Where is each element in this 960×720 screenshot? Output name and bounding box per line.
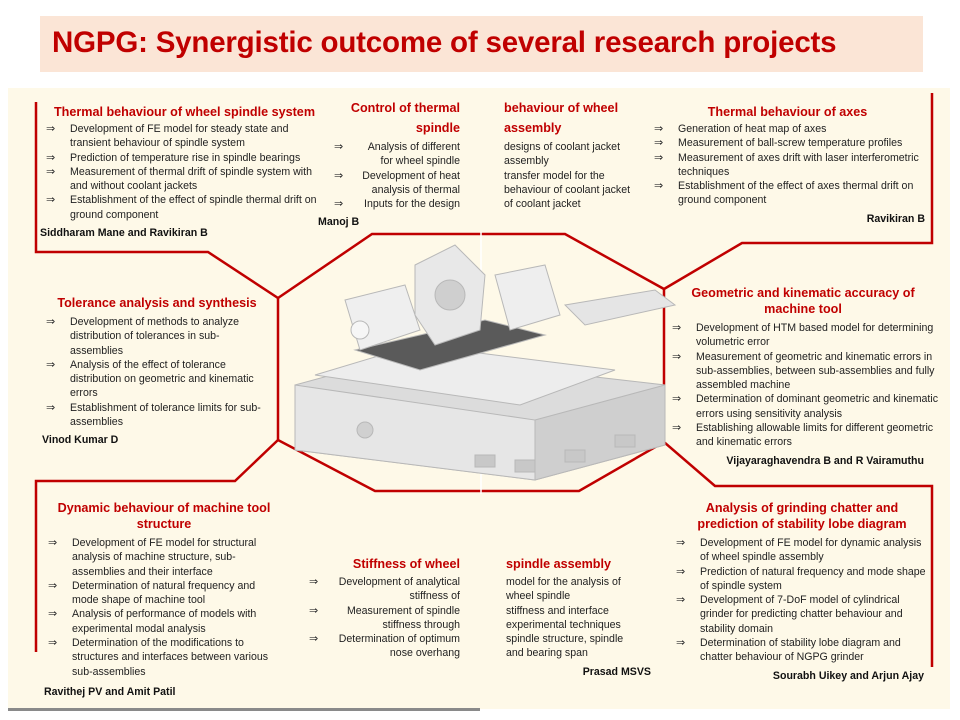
- double-arrow-icon: ⇒: [46, 194, 56, 207]
- double-arrow-icon: ⇒: [676, 594, 686, 607]
- block-thermal-spindle: [42, 104, 327, 240]
- block-tolerance: [42, 295, 272, 448]
- bullet-list: [672, 536, 932, 665]
- bullet-list: [330, 140, 460, 211]
- double-arrow-icon: ⇒: [334, 169, 344, 182]
- bullet-list: [668, 321, 938, 450]
- block-geometric: [668, 285, 938, 468]
- block-heading: Thermal behaviour of axes: [707, 105, 868, 119]
- double-arrow-icon: ⇒: [654, 137, 664, 150]
- slide-title: NGPG: Synergistic outcome of several research projects: [52, 26, 837, 59]
- list-item: ⇒ Measurement of thermal drift of spindle system with and without coolant jackets: [46, 165, 312, 193]
- list-item: ⇒ Development of analytical stiffness of: [309, 576, 460, 603]
- list-item: ⇒ Prediction of temperature rise in spindle bearings: [46, 151, 301, 164]
- block-wheel-assembly: [504, 98, 644, 211]
- list-item: ⇒ Generation of heat map of axes: [654, 123, 827, 135]
- text-line: stiffness and interface: [506, 604, 609, 617]
- list-item: ⇒ Establishment of tolerance limits for sub-assemblies: [46, 401, 261, 429]
- block-heading: Geometric and kinematic accuracy of machine tool: [691, 286, 915, 316]
- block-thermal-axes: [650, 104, 925, 226]
- grinding-machine-illustration: [285, 235, 680, 485]
- text-line: wheel spindle: [506, 590, 571, 603]
- bullet-list: [305, 575, 460, 661]
- block-control-thermal: [318, 98, 460, 230]
- text-line: spindle structure, spindle: [506, 633, 624, 646]
- list-item: ⇒ Determination of the modifications to structures and interfaces between various sub-assemblies: [48, 637, 269, 678]
- double-arrow-icon: ⇒: [46, 165, 56, 178]
- text-line: behaviour of coolant jacket: [504, 183, 631, 196]
- author: Ravikiran B: [866, 212, 925, 225]
- block-heading: spindle assembly: [506, 557, 611, 571]
- list-item: ⇒ Analysis of performance of models with experimental modal analysis: [48, 608, 257, 635]
- list-item: ⇒ Development of FE model for steady state and transient behaviour of spindle system: [46, 123, 289, 150]
- double-arrow-icon: ⇒: [672, 350, 682, 363]
- double-arrow-icon: ⇒: [46, 123, 56, 135]
- block-heading: Analysis of grinding chatter and prediction of stability lobe diagram: [697, 501, 907, 531]
- text-line: assembly: [504, 155, 549, 168]
- list-item: ⇒ Establishment of the effect of axes thermal drift on ground component: [654, 180, 914, 207]
- list-item: ⇒ Measurement of geometric and kinematic errors in sub-assemblies, between sub-assemblies and fully assembled machine: [672, 350, 935, 392]
- author: Vinod Kumar D: [42, 434, 119, 447]
- double-arrow-icon: ⇒: [48, 608, 58, 621]
- double-arrow-icon: ⇒: [654, 123, 664, 135]
- list-item: ⇒ Development of heat analysis of thermal: [334, 169, 460, 196]
- double-arrow-icon: ⇒: [309, 633, 319, 646]
- bullet-list: [42, 315, 272, 429]
- double-arrow-icon: ⇒: [676, 637, 686, 650]
- block-heading: Dynamic behaviour of machine tool structure: [57, 501, 271, 531]
- author: Ravithej PV and Amit Patil: [44, 685, 176, 698]
- author: Sourabh Uikey and Arjun Ajay: [772, 669, 924, 682]
- author: Manoj B: [318, 216, 360, 229]
- block-chatter: [672, 500, 932, 683]
- block-stiffness: [305, 556, 460, 661]
- double-arrow-icon: ⇒: [48, 537, 58, 549]
- double-arrow-icon: ⇒: [676, 565, 686, 578]
- double-arrow-icon: ⇒: [654, 151, 664, 164]
- text-line: experimental techniques: [506, 618, 621, 631]
- list-item: ⇒ Development of methods to analyze distribution of tolerances in sub-assemblies: [46, 316, 240, 357]
- block-heading: Control of thermal spindle: [350, 101, 460, 135]
- list-item: ⇒ Development of 7-DoF model of cylindrical grinder for predicting chatter behaviour and stability domain: [676, 594, 903, 635]
- list-item: ⇒ Measurement of ball-screw temperature profiles: [654, 137, 903, 150]
- list-item: ⇒ Determination of dominant geometric and kinematic errors using sensitivity analysis: [672, 393, 939, 420]
- list-item: ⇒ Inputs for the design: [334, 198, 460, 211]
- text-line: of coolant jacket: [504, 198, 581, 211]
- double-arrow-icon: ⇒: [654, 180, 664, 193]
- list-item: ⇒ Establishment of the effect of spindle thermal drift on ground component: [46, 194, 317, 221]
- block-heading: Thermal behaviour of wheel spindle system: [53, 105, 316, 119]
- author: Vijayaraghavendra B and R Vairamuthu: [726, 454, 924, 467]
- list-item: ⇒ Development of FE model for structural analysis of machine structure, sub-assemblies and their interface: [48, 537, 257, 578]
- list-item: ⇒ Development of HTM based model for determining volumetric error: [672, 322, 934, 349]
- text-line: and bearing span: [506, 647, 588, 660]
- list-item: ⇒ Establishing allowable limits for different geometric and kinematic errors: [672, 422, 934, 449]
- list-item: ⇒ Prediction of natural frequency and mode shape of spindle system: [676, 565, 926, 592]
- double-arrow-icon: ⇒: [334, 141, 344, 153]
- block-heading: Tolerance analysis and synthesis: [57, 296, 257, 310]
- text-line: transfer model for the: [504, 169, 605, 182]
- list-item: ⇒ Analysis of different for wheel spindle: [334, 141, 460, 168]
- author: Siddharam Mane and Ravikiran B: [40, 227, 208, 240]
- list-item: ⇒ Development of FE model for dynamic analysis of wheel spindle assembly: [676, 537, 922, 564]
- list-item: ⇒ Measurement of spindle stiffness through: [309, 604, 460, 631]
- double-arrow-icon: ⇒: [48, 579, 58, 592]
- block-spindle-assembly: [506, 556, 651, 679]
- list-item: ⇒ Measurement of axes drift with laser interferometric techniques: [654, 151, 919, 178]
- double-arrow-icon: ⇒: [672, 393, 682, 406]
- double-arrow-icon: ⇒: [672, 322, 682, 334]
- block-heading: Stiffness of wheel: [352, 557, 460, 571]
- bullet-list: [650, 122, 925, 208]
- double-arrow-icon: ⇒: [672, 422, 682, 435]
- bullet-list: [44, 536, 284, 679]
- double-arrow-icon: ⇒: [48, 637, 58, 650]
- double-arrow-icon: ⇒: [309, 604, 319, 617]
- list-item: ⇒ Determination of optimum nose overhang: [309, 633, 460, 660]
- double-arrow-icon: ⇒: [676, 537, 686, 549]
- double-arrow-icon: ⇒: [309, 576, 319, 588]
- double-arrow-icon: ⇒: [46, 316, 56, 328]
- author: Prasad MSVS: [582, 665, 651, 678]
- double-arrow-icon: ⇒: [46, 358, 56, 371]
- text-line: model for the analysis of: [506, 576, 621, 588]
- list-item: ⇒ Determination of stability lobe diagram and chatter behaviour of NGPG grinder: [676, 637, 901, 664]
- block-heading: behaviour of wheel assembly: [504, 101, 619, 135]
- double-arrow-icon: ⇒: [46, 151, 56, 164]
- list-item: ⇒ Determination of natural frequency and mode shape of machine tool: [48, 579, 256, 607]
- text-line: designs of coolant jacket: [504, 141, 621, 153]
- list-item: ⇒ Analysis of the effect of tolerance distribution on geometric and kinematic errors: [46, 358, 254, 400]
- bullet-list: [42, 122, 327, 222]
- double-arrow-icon: ⇒: [46, 401, 56, 414]
- block-dynamic: [44, 500, 284, 699]
- double-arrow-icon: ⇒: [334, 198, 344, 211]
